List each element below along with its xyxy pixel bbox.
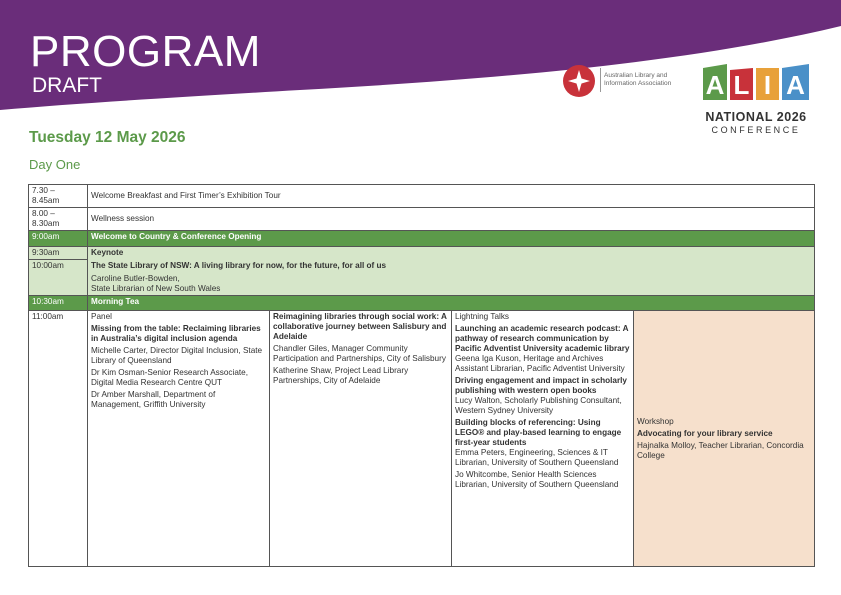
time-cell <box>29 247 88 296</box>
session-title: Missing from the table: Reclaiming libraries in Australia’s digital inclusion agenda <box>91 324 261 343</box>
conf-letter-3: I <box>763 70 772 100</box>
session-cell <box>88 247 815 296</box>
session-title: Reimagining libraries through social work: A collaborative journey between Salisbury and Adelaide <box>273 312 447 341</box>
session-label: Keynote <box>91 248 124 257</box>
speaker: Geena Iga Kuson, Heritage and Archives Assistant Librarian, Pacific Adventist University <box>455 354 625 373</box>
table-row <box>29 311 815 567</box>
speaker: Jo Whitcombe, Senior Health Sciences Librarian, University of Southern Queensland <box>455 470 619 489</box>
alia-org-name: Australian Library and Information Association <box>604 72 672 87</box>
table-row <box>29 231 815 247</box>
session-cell-lightning <box>452 311 634 567</box>
session-cell-workshop <box>634 311 815 567</box>
speaker: Katherine Shaw, Project Lead Library Partnerships, City of Adelaide <box>273 366 409 385</box>
speaker: Dr Kim Osman-Senior Research Associate, Digital Media Research Centre QUT <box>91 368 248 387</box>
schedule-table <box>28 184 815 567</box>
speaker: Michelle Carter, Director Digital Inclusion, State Library of Queensland <box>91 346 263 365</box>
speaker: Hajnalka Molloy, Teacher Librarian, Concordia College <box>637 440 804 460</box>
program-date: Tuesday 12 May 2026 <box>29 129 186 146</box>
speaker-name: Caroline Butler-Bowden, <box>91 274 180 283</box>
session-title: Launching an academic research podcast: A pathway of research communication by Pacific Adventist University academic library <box>455 324 630 353</box>
session-label: Lightning Talks <box>455 312 510 321</box>
session-cell: Morning Tea <box>88 296 815 311</box>
conference-logo-icon <box>703 64 809 100</box>
time-cell: 9:00am <box>29 231 88 247</box>
time-cell: 10:30am <box>29 296 88 311</box>
time-cell: 8.00 – 8.30am <box>29 208 88 231</box>
page-title: PROGRAM <box>30 27 261 76</box>
conf-letter-4: A <box>786 70 805 100</box>
page-subtitle: DRAFT <box>32 74 102 97</box>
table-row <box>29 185 815 208</box>
session-cell-talk <box>270 311 452 567</box>
speaker: Lucy Walton, Scholarly Publishing Consultant, Western Sydney University <box>455 396 622 415</box>
session-label: Panel <box>91 312 112 321</box>
speaker-role: State Librarian of New South Wales <box>91 284 221 293</box>
table-row <box>29 296 815 311</box>
table-row <box>29 208 815 231</box>
alia-star-icon <box>562 64 596 98</box>
session-cell: Wellness session <box>88 208 815 231</box>
speaker: Chandler Giles, Manager Community Participation and Partnerships, City of Salisbury <box>273 344 446 363</box>
program-day: Day One <box>29 157 81 172</box>
time-start: 9:30am <box>29 247 87 260</box>
session-cell: Welcome to Country & Conference Opening <box>88 231 815 247</box>
time-cell: 7.30 – 8.45am <box>29 185 88 208</box>
conference-subtitle: CONFERENCE <box>711 125 801 135</box>
session-title: Building blocks of referencing: Using LEGO® and play-based learning to engage first-year students <box>455 418 622 447</box>
speaker: Emma Peters, Engineering, Sciences & IT Librarian, University of Southern Queensland <box>455 448 619 467</box>
session-title: The State Library of NSW: A living library for now, for the future, for all of us <box>91 261 387 270</box>
session-title: Driving engagement and impact in scholarly publishing with western open books <box>455 376 627 395</box>
speaker: Dr Amber Marshall, Department of Management, Griffith University <box>91 390 216 409</box>
time-cell: 11:00am <box>29 311 88 567</box>
logo-divider <box>600 68 601 92</box>
session-title: Advocating for your library service <box>637 428 773 438</box>
table-row <box>29 247 815 296</box>
session-cell-panel <box>88 311 270 567</box>
session-cell: Welcome Breakfast and First Timer’s Exhibition Tour <box>88 185 815 208</box>
conf-letter-1: A <box>705 70 725 100</box>
conf-letter-2: L <box>733 70 750 100</box>
time-end: 10:00am <box>32 261 64 270</box>
session-label: Workshop <box>637 416 674 426</box>
conference-name: NATIONAL 2026 <box>705 110 807 124</box>
